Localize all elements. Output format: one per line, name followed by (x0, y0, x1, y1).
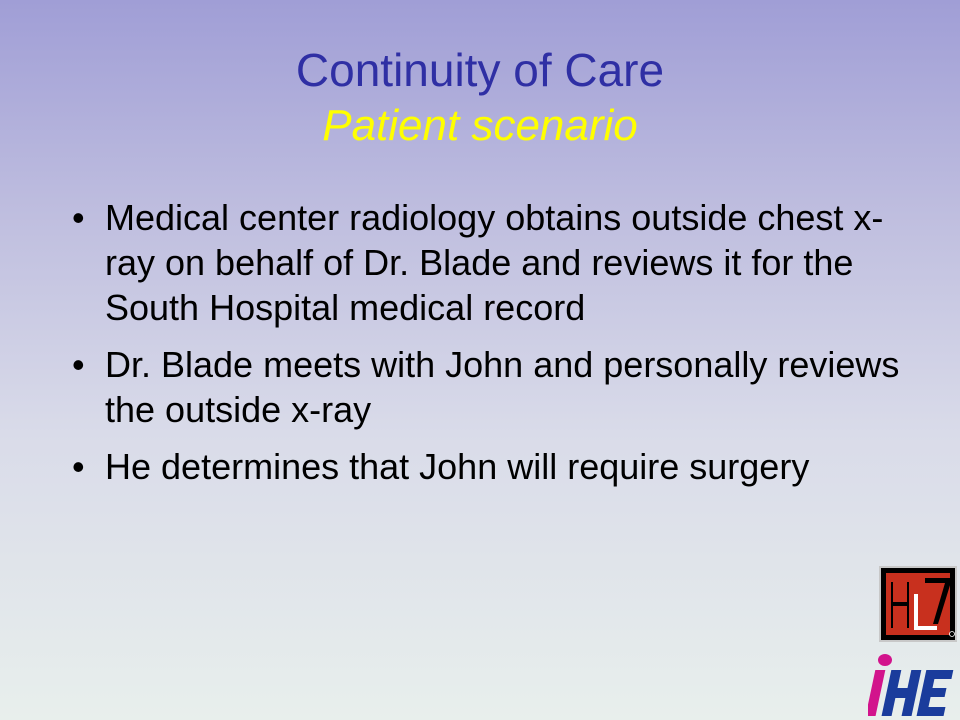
ihe-logo (868, 648, 958, 718)
slide-title (0, 42, 960, 154)
bullet-text: He determines that John will require surgery (105, 446, 810, 487)
hl7-logo (879, 566, 957, 642)
ihe-logo-letters (868, 670, 953, 716)
title-main: Continuity of Care (295, 44, 665, 96)
bullet-text: Dr. Blade meets with John and personally reviews the outside x-ray (105, 344, 900, 430)
title-subtitle: Patient scenario (322, 101, 638, 150)
ihe-logo-dot (878, 654, 892, 666)
bullet-dot: • (72, 344, 85, 385)
bullet-list (72, 195, 902, 501)
bullet-text: Medical center radiology obtains outside chest x-ray on behalf of Dr. Blade and reviews it for the South Hospital medical record (105, 197, 884, 328)
bullet-item (72, 342, 902, 432)
bullet-item (72, 444, 902, 489)
bullet-dot: • (72, 197, 85, 238)
bullet-dot: • (72, 446, 85, 487)
bullet-item (72, 195, 902, 330)
hl7-logo-glyphs (881, 568, 959, 644)
